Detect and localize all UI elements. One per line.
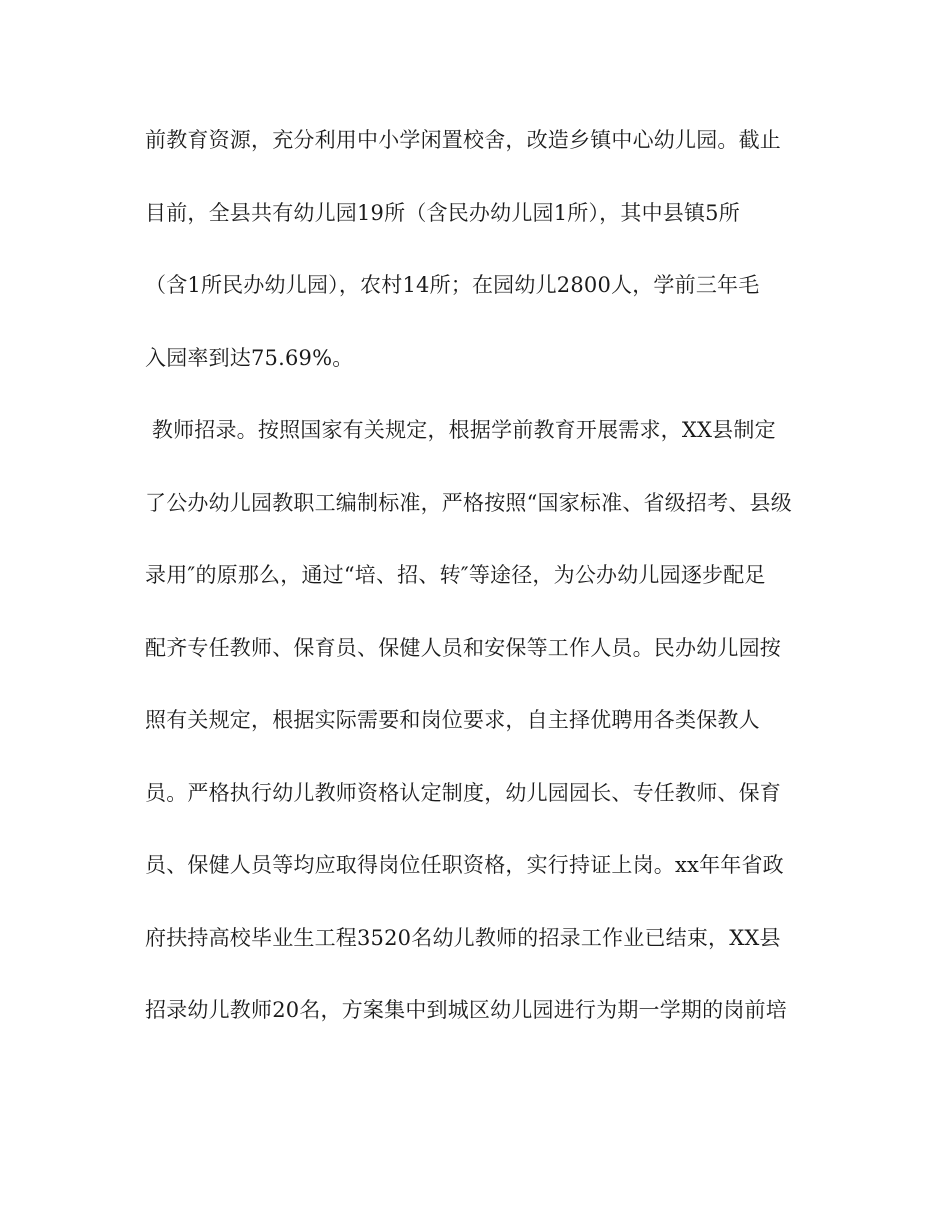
text-line: 员、保健人员等均应取得岗位任职资格，实行持证上岗。xx年年省政 [145,853,784,877]
text-line: （含1所民办幼儿园），农村14所；在园幼儿2800人，学前三年毛 [145,273,760,297]
text-line: 录用″的原那么，通过“培、招、转″等途径，为公办幼儿园逐步配足 [145,563,766,587]
text-line: 配齐专任教师、保育员、保健人员和安保等工作人员。民办幼儿园按 [145,635,781,660]
text-line: 目前，全县共有幼儿园19所（含民办幼儿园1所），其中县镇5所 [145,200,740,225]
paragraph-heading-line: 教师招录。按照国家有关规定，根据学前教育开展需求，XX县制定 [145,418,776,442]
text-line: 入园率到达75.69%。 [145,345,354,370]
body-text [145,118,815,1061]
text-line: 招录幼儿教师20名，方案集中到城区幼儿园进行为期一学期的岗前培 [145,998,787,1022]
text-line: 员。严格执行幼儿教师资格认定制度，幼儿园园长、专任教师、保育 [145,780,781,805]
text-line: 府扶持高校毕业生工程3520名幼儿教师的招录工作业已结束，XX县 [145,925,781,950]
text-line: 了公办幼儿园教职工编制标准，严格按照“国家标准、省级招考、县级 [145,490,792,515]
text-line: 前教育资源，充分利用中小学闲置校舍，改造乡镇中心幼儿园。截止 [145,128,781,152]
text-line: 照有关规定，根据实际需要和岗位要求，自主择优聘用各类保教人 [145,708,760,732]
